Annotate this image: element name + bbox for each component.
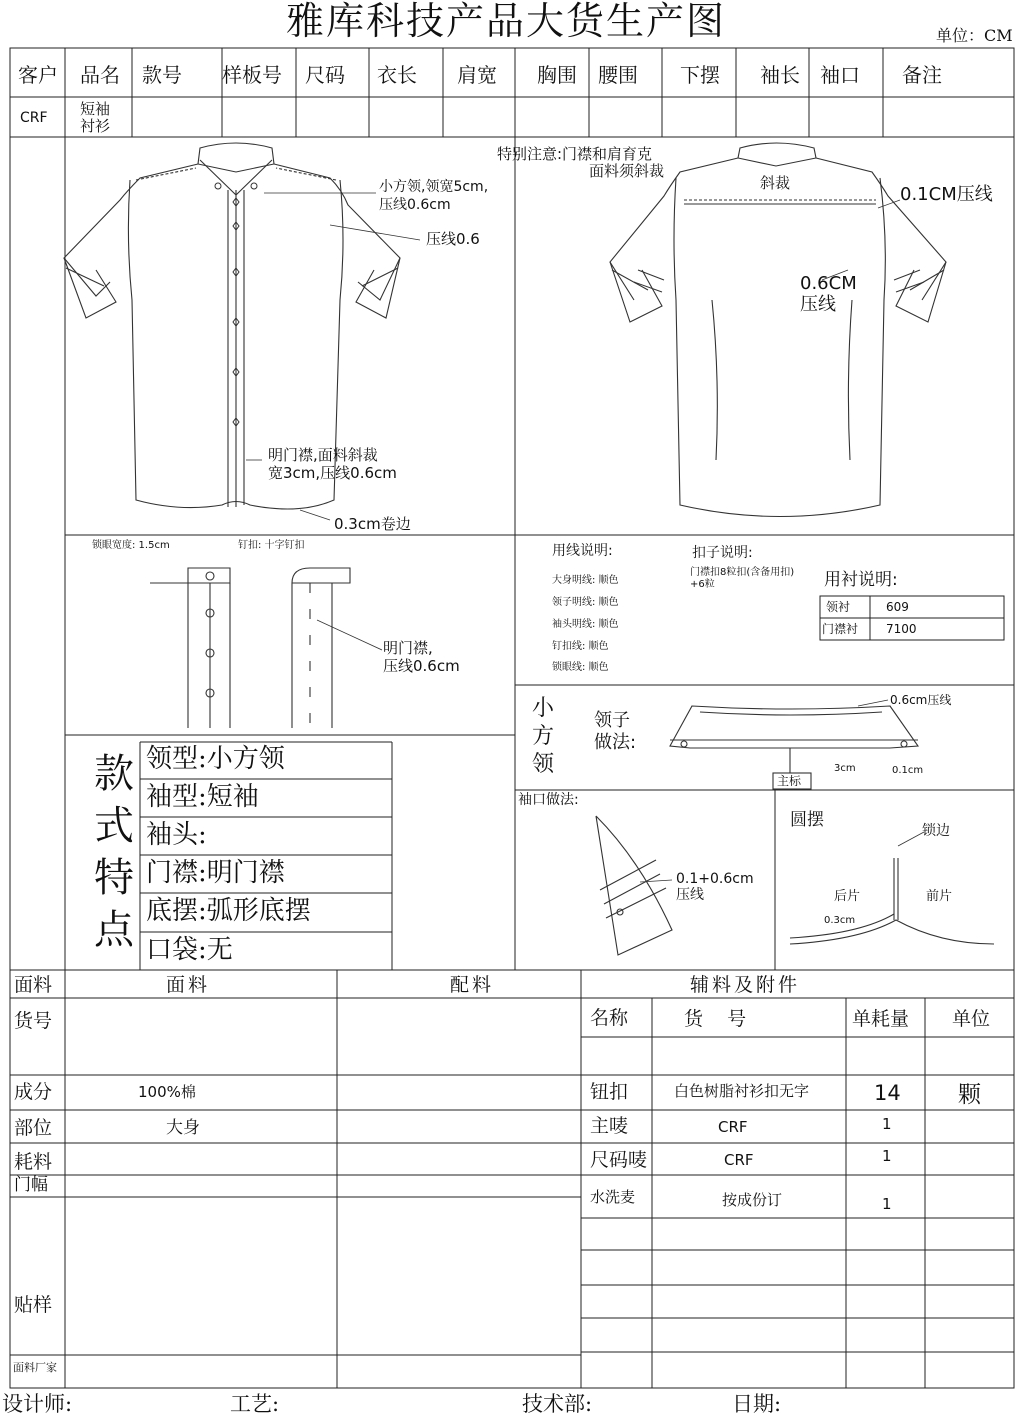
interlining-placket-value: 7100: [886, 622, 917, 636]
acc-qty: 14: [874, 1081, 901, 1105]
header-chest: 胸围: [537, 63, 577, 87]
thread-item: 锁眼线: 顺色: [552, 662, 609, 673]
row-label-item-no: 货号: [14, 1010, 53, 1032]
collar-dim-01cm: 0.1cm: [892, 765, 924, 776]
overlock-label: 锁边: [922, 823, 950, 839]
back-stitch-note: 0.1CM压线: [900, 184, 993, 205]
collar-type-char: 小: [532, 696, 555, 721]
collar-dim-3cm: 3cm: [834, 763, 856, 774]
page-title: 雅库科技产品大货生产图: [286, 0, 727, 43]
press-note: 压线0.6: [426, 230, 480, 248]
acc-qty: 1: [882, 1147, 892, 1165]
collar-stitch-note: 压线0.6cm: [379, 197, 451, 213]
features-title-char: 款: [94, 751, 134, 797]
tech-dept-label: 技术部:: [522, 1392, 593, 1416]
acc-name: 钮扣: [590, 1081, 629, 1103]
acc-header-name: 名称: [590, 1007, 629, 1029]
row-label-composition: 成分: [14, 1081, 53, 1103]
interlining-collar-label: 领衬: [826, 600, 851, 614]
buttonhole-width: 锁眼宽度: 1.5cm: [92, 540, 170, 551]
features-title-char: 特: [94, 855, 134, 901]
back-stitch-06: 0.6CM: [800, 273, 857, 294]
feature-collar: 领型:小方领: [146, 744, 285, 774]
collar-method-label-2: 做法:: [594, 732, 637, 753]
collar-type-char: 领: [532, 752, 555, 777]
buttons-line1: 门襟扣8粒扣(含备用扣): [690, 567, 795, 578]
thread-title: 用线说明:: [552, 543, 613, 559]
thread-item: 袖头明线: 顺色: [552, 619, 619, 630]
thread-item: 领子明线: 顺色: [552, 597, 619, 608]
feature-sleeve: 袖型:短袖: [146, 782, 259, 812]
hem-roll-note: 0.3cm卷边: [334, 515, 411, 533]
row-label-fabric-supplier: 面料厂家: [13, 1361, 57, 1374]
feature-hem: 底摆:弧形底摆: [146, 896, 311, 926]
placket-width-note: 宽3cm,压线0.6cm: [268, 464, 397, 482]
thread-item: 大身明线: 顺色: [552, 575, 619, 586]
buttons-title: 扣子说明:: [692, 545, 753, 561]
feature-placket: 门襟:明门襟: [146, 858, 285, 888]
cuff-drawing: [596, 816, 672, 955]
features-title-char: 点: [94, 907, 134, 953]
cuff-stitch-note: 0.1+0.6cm: [676, 871, 754, 887]
header-cuff: 袖口: [820, 63, 860, 87]
acc-name: 主唛: [590, 1115, 629, 1137]
interlining-placket-label: 门襟衬: [822, 622, 859, 636]
placket-detail-stitch: 压线0.6cm: [383, 657, 460, 675]
placket-drawing: [150, 568, 382, 728]
acc-code: CRF: [724, 1151, 754, 1169]
round-hem-title: 圆摆: [790, 810, 824, 830]
acc-header-unit: 单位: [952, 1008, 991, 1030]
header-sleeve: 袖长: [760, 63, 800, 87]
customer-value: CRF: [20, 110, 48, 126]
interlining-title: 用衬说明:: [824, 570, 898, 590]
thread-item: 钉扣线: 顺色: [552, 641, 609, 652]
acc-qty: 1: [882, 1115, 892, 1133]
row-label-position: 部位: [14, 1117, 53, 1139]
feature-cuff: 袖头:: [146, 820, 207, 850]
product-name-line1: 短袖: [80, 100, 111, 118]
designer-label: 设计师:: [2, 1392, 73, 1416]
header-waist: 腰围: [598, 63, 638, 87]
row-label-swatch: 贴样: [14, 1294, 53, 1316]
row-label-consumption: 耗料: [14, 1151, 53, 1173]
acc-name: 水洗麦: [590, 1188, 636, 1206]
header-customer: 客户: [18, 63, 58, 87]
hem-dim-label: 0.3cm: [824, 915, 856, 926]
collar-method-label: 领子: [594, 710, 630, 731]
unit-label: 单位：CM: [936, 26, 1013, 45]
collar-note: 小方领,领宽5cm,: [379, 179, 489, 195]
header-hem: 下摆: [680, 63, 720, 87]
collar-type-char: 方: [532, 724, 555, 749]
acc-code: 按成份订: [722, 1191, 783, 1209]
main-label-tag: 主标: [777, 774, 802, 788]
header-pattern-no: 样板号: [222, 63, 282, 87]
cuff-method-title: 袖口做法:: [518, 792, 579, 808]
back-shirt-drawing: [610, 143, 946, 517]
header-remark: 备注: [902, 63, 942, 87]
acc-code: CRF: [718, 1118, 748, 1136]
acc-code: 白色树脂衬衫扣无字: [674, 1082, 810, 1100]
button-sewing: 钉扣: 十字钉扣: [238, 540, 305, 551]
acc-header-qty: 单耗量: [852, 1008, 910, 1030]
collar-stitch-label: 0.6cm压线: [890, 693, 952, 707]
trim-column-header: 配料: [450, 974, 495, 996]
acc-header-code: 货 号: [684, 1008, 747, 1030]
hem-drawing: [790, 832, 994, 944]
header-name: 品名: [80, 63, 120, 87]
back-stitch-06-label: 压线: [800, 294, 836, 315]
header-shoulder: 肩宽: [457, 63, 497, 87]
back-piece-label: 后片: [834, 889, 861, 904]
buttons-line2: +6粒: [690, 579, 715, 590]
acc-name: 尺码唛: [590, 1149, 648, 1171]
header-length: 衣长: [377, 63, 417, 87]
header-size: 尺码: [305, 63, 345, 87]
craft-label: 工艺:: [230, 1392, 280, 1416]
accessories-column-header: 辅料及附件: [690, 974, 801, 996]
fabric-section-label: 面料: [14, 974, 53, 996]
acc-qty: 1: [882, 1195, 892, 1213]
feature-pocket: 口袋:无: [146, 935, 233, 965]
special-note-2: 面料须斜裁: [589, 162, 665, 180]
composition-value: 100%棉: [138, 1083, 196, 1101]
acc-unit: 颗: [958, 1082, 981, 1108]
position-value: 大身: [166, 1118, 200, 1138]
placket-note: 明门襟,面料斜裁: [268, 446, 378, 464]
special-note: 特别注意:门襟和肩育克: [497, 145, 653, 163]
product-name-line2: 衬衫: [80, 117, 111, 135]
bias-cut-label: 斜裁: [760, 174, 791, 192]
cuff-stitch-label: 压线: [676, 887, 704, 903]
row-label-width: 门幅: [14, 1175, 48, 1195]
front-piece-label: 前片: [926, 889, 953, 904]
features-title-char: 式: [94, 803, 134, 849]
interlining-collar-value: 609: [886, 600, 909, 614]
header-style-no: 款号: [142, 63, 182, 87]
placket-detail-note: 明门襟,: [383, 639, 433, 657]
date-label: 日期:: [732, 1392, 782, 1416]
fabric-column-header: 面料: [166, 974, 211, 996]
